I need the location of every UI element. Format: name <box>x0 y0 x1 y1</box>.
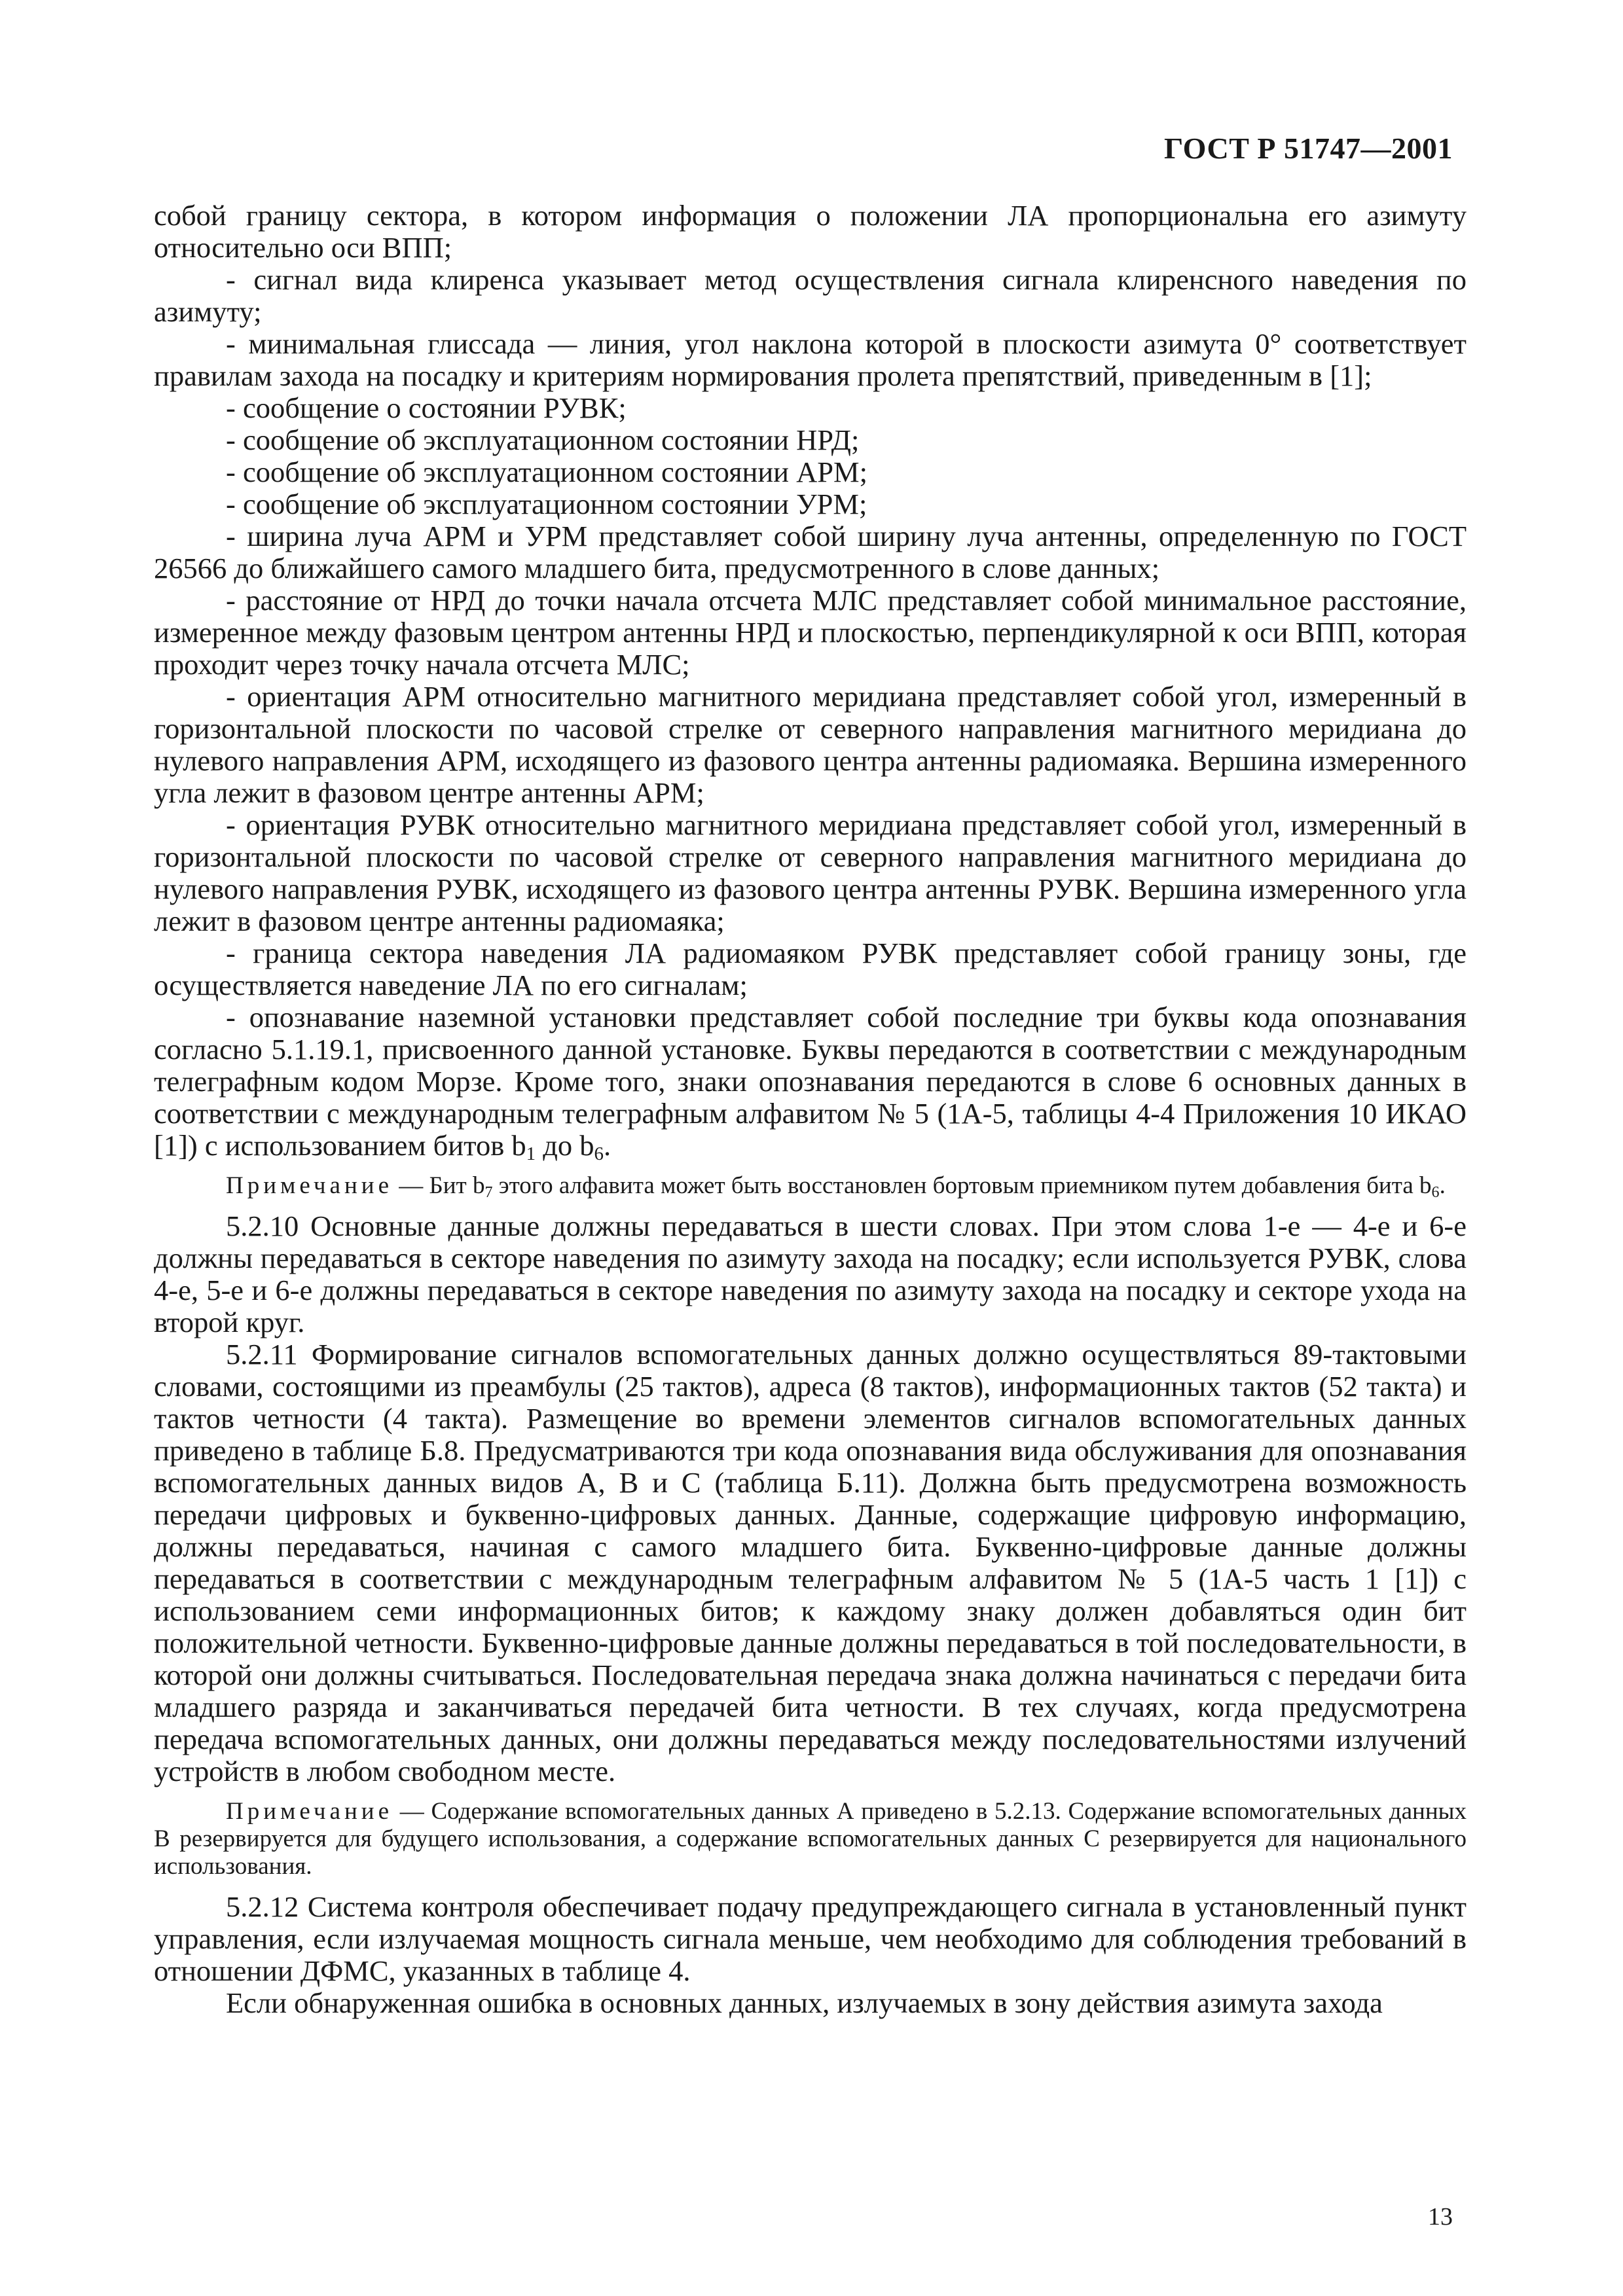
list-item: - ориентация РУВК относительно магнитного меридиана представляет собой угол, измеренный в горизонтальной плоскости по часовой стрелке от северного направления магнитного меридиана до нулевого направления РУВК, исходящего из фазового центра антенны РУВК. Вершина измеренного угла лежит в фазовом центре антенны радиомаяка; <box>154 808 1467 937</box>
clause-5-2-10: 5.2.10 Основные данные должны передаваться в шести словах. При этом слова 1-е — 4-е и 6-е должны передаваться в секторе наведения по азимуту захода на посадку; если используется РУВК, слова 4-е, 5-е и 6-е должны передаваться в секторе наведения по азимуту захода на посадку и секторе ухода на второй круг. <box>154 1210 1467 1338</box>
list-item-text: - опознавание наземной установки представляет собой последние три буквы кода опознавания согласно 5.1.19.1, присвоенного данной установке. Буквы передаются в соответствии с международным телеграфным кодом Морзе. Кроме того, знаки опознавания передаются в слове 6 основных данных в соответствии с международным телеграфным алфавитом № 5 (1А-5, таблицы 4-4 Приложения 10 ИКАО [1]) с использованием битов b <box>154 1001 1467 1162</box>
subscript: 1 <box>526 1143 536 1165</box>
subscript: 7 <box>484 1184 493 1201</box>
document-body <box>154 200 1467 2019</box>
note <box>154 1172 1467 1200</box>
list-item: - сигнал вида клиренса указывает метод осуществления сигнала клиренсного наведения по азимуту; <box>154 263 1467 328</box>
list-item: - граница сектора наведения ЛА радиомаяком РУВК представляет собой границу зоны, где осуществляется наведение ЛА по его сигналам; <box>154 937 1467 1001</box>
clause-5-2-11: 5.2.11 Формирование сигналов вспомогательных данных должно осуществляться 89-тактовыми словами, состоящими из преамбулы (25 тактов), адреса (8 тактов), информационных тактов (52 такта) и тактов четности (4 такта). Размещение во времени элементов сигналов вспомогательных данных приведено в таблице Б.8. Предусматриваются три кода опознавания вида обслуживания для опознавания вспомогательных данных видов А, В и С (таблица Б.11). Должна быть предусмотрена возможность передачи цифровых и буквенно-цифровых данных. Данные, содержащие цифровую информацию, должны передаваться, начиная с самого младшего бита. Буквенно-цифровые данные должны передаваться в соответствии с международным телеграфным алфавитом № 5 (1А-5 часть 1 [1]) с использованием семи информационных битов; к каждому знаку должен добавляться один бит положительной четности. Буквенно-цифровые данные должны передаваться в той последовательности, в которой они должны считываться. Последовательная передача знака должна начинаться с передачи бита младшего разряда и заканчиваться передачей бита четности. В тех случаях, когда предусмотрена передача вспомогательных данных, они должны передаваться между последовательностями излучений устройств в любом свободном месте. <box>154 1338 1467 1787</box>
clause-5-2-12: 5.2.12 Система контроля обеспечивает подачу предупреждающего сигнала в установленный пункт управления, если излучаемая мощность сигнала меньше, чем необходимо для соблюдения требований в отношении ДФМС, указанных в таблице 4. <box>154 1890 1467 1987</box>
list-item: - ширина луча АРМ и УРМ представляет собой ширину луча антенны, определенную по ГОСТ 26566 до ближайшего самого младшего бита, предусмотренного в слове данных; <box>154 520 1467 584</box>
subscript: 6 <box>594 1143 604 1165</box>
subscript: 6 <box>1431 1184 1440 1201</box>
note-text: — Содержание вспомогательных данных А приведено в 5.2.13. Содержание вспомогательных данных В резервируется для будущего использования, а содержание вспомогательных данных С резервируется для национального использования. <box>154 1798 1467 1880</box>
list-item <box>154 1001 1467 1165</box>
note <box>154 1798 1467 1880</box>
list-item-text: . <box>603 1129 611 1162</box>
note-text: . <box>1439 1172 1446 1199</box>
note-label: Примечание <box>226 1798 393 1825</box>
note-label: Примечание <box>226 1172 393 1199</box>
list-item: - сообщение об эксплуатационном состоянии НРД; <box>226 423 860 456</box>
document-header: ГОСТ Р 51747—2001 <box>1164 132 1453 165</box>
list-item: - ориентация АРМ относительно магнитного меридиана представляет собой угол, измеренный в горизонтальной плоскости по часовой стрелке от северного направления магнитного меридиана до нулевого направления АРМ, исходящего из фазового центра антенны радиомаяка. Вершина измеренного угла лежит в фазовом центре антенны АРМ; <box>154 680 1467 809</box>
note-text: — Бит b <box>393 1172 485 1199</box>
note-text: этого алфавита может быть восстановлен бортовым приемником путем добавления бита b <box>492 1172 1432 1199</box>
paragraph: Если обнаруженная ошибка в основных данных, излучаемых в зону действия азимута захода <box>226 1986 1383 2019</box>
list-item: - сообщение о состоянии РУВК; <box>226 391 627 424</box>
list-item: - расстояние от НРД до точки начала отсчета МЛС представляет собой минимальное расстояние, измеренное между фазовым центром антенны НРД и плоскостью, перпендикулярной к оси ВПП, которая проходит через точку начала отсчета МЛС; <box>154 584 1467 681</box>
list-item: - минимальная глиссада — линия, угол наклона которой в плоскости азимута 0° соответствует правилам захода на посадку и критериям нормирования пролета препятствий, приведенным в [1]; <box>154 327 1467 392</box>
list-item: - сообщение об эксплуатационном состоянии АРМ; <box>226 456 867 488</box>
paragraph: собой границу сектора, в котором информация о положении ЛА пропорциональна его азимуту относительно оси ВПП; <box>154 199 1467 264</box>
list-item: - сообщение об эксплуатационном состоянии УРМ; <box>226 488 867 520</box>
page-number: 13 <box>1428 2203 1453 2231</box>
list-item-text: до b <box>536 1129 594 1162</box>
